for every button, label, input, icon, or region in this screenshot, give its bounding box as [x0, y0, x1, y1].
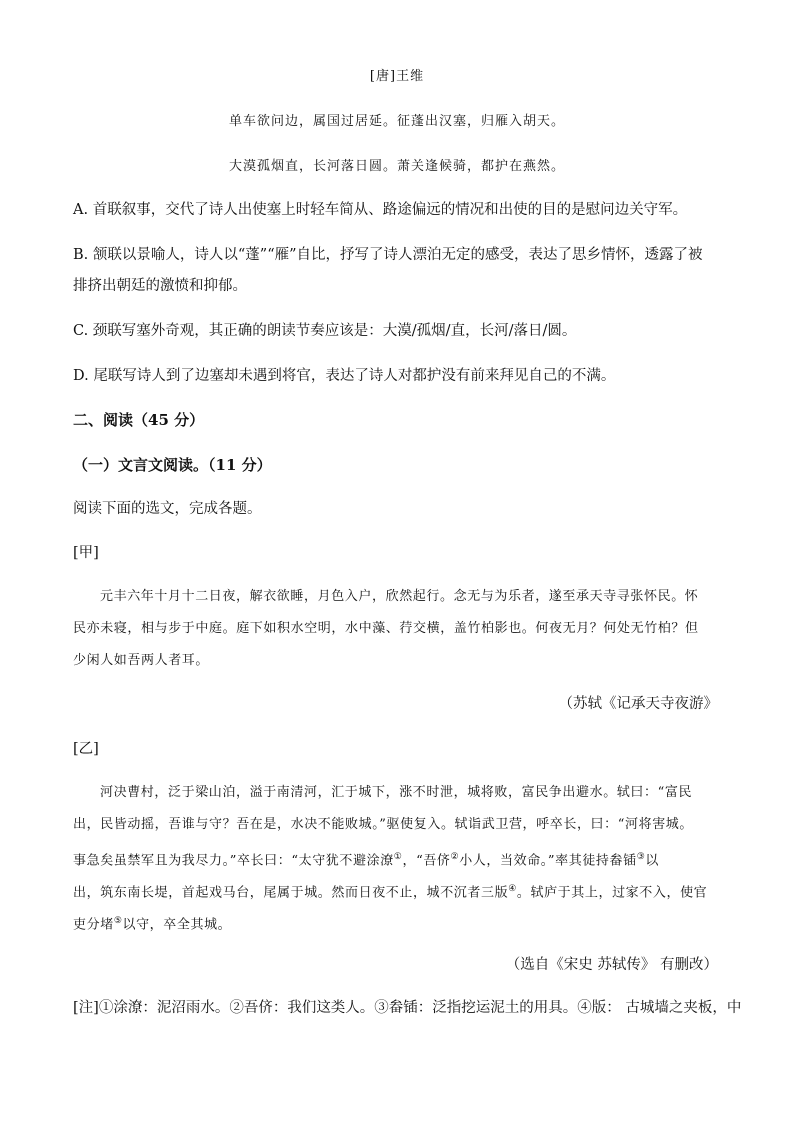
- option-d: D. 尾联写诗人到了边塞却未遇到将官，表达了诗人对都护没有前来拜见自己的不满。: [73, 368, 616, 384]
- passage-jia-label: [甲]: [73, 545, 99, 561]
- option-b-line-2: 排挤出朝廷的激愤和抑郁。: [73, 278, 247, 294]
- passage-yi-line-3-part-4: 以: [645, 853, 660, 869]
- poem-author: [唐]王维: [369, 69, 425, 84]
- poem-line-2: 大漠孤烟直，长河落日圆。萧关逢候骑，都护在燕然。: [228, 159, 565, 174]
- section-subtitle: （一）文言文阅读。（11 分）: [73, 456, 272, 474]
- footnotes: [注]①涂潦：泥沼雨水。②吾侪：我们这类人。③畚锸：泛指挖运泥土的用具。④版： 古城墙之夹板，中: [73, 1000, 742, 1016]
- footnote-marker-4: ④: [508, 884, 517, 894]
- passage-yi-line-2: 出，民皆动摇，吾谁与守？吾在是，水决不能败城。”驱使复入。轼诣武卫营，呼卒长，曰：“河将害城。: [73, 817, 693, 832]
- section-title: 二、阅读（45 分）: [73, 411, 205, 429]
- option-b-line-1: B. 颔联以景喻人，诗人以“蓬”“雁”自比，抒写了诗人漂泊无定的感受，表达了思乡情怀，透露了被: [73, 247, 703, 263]
- passage-yi-line-3-part-1: 事急矣虽禁军且为我尽力。”卒长曰：“太守犹不避涂潦: [73, 853, 394, 869]
- passage-yi-source: （选自《宋史 苏轼传》 有删改）: [505, 957, 718, 973]
- passage-yi-line-5-part-2: 以守，卒全其城。: [122, 917, 232, 933]
- passage-yi-line-5-part-1: 吏分堵: [73, 917, 114, 933]
- poem-line-1: 单车欲问边，属国过居延。征蓬出汉塞，归雁入胡天。: [228, 114, 565, 129]
- passage-jia-line-3: 少闲人如吾两人者耳。: [73, 653, 210, 668]
- instruction: 阅读下面的选文，完成各题。: [73, 501, 262, 517]
- footnote-marker-1: ①: [393, 852, 403, 862]
- option-c: C. 颈联写塞外奇观，其正确的朗读节奏应该是：大漠/孤烟/直，长河/落日/圆。: [73, 323, 577, 339]
- option-a: A. 首联叙事，交代了诗人出使塞上时轻车简从、路途偏远的情况和出使的目的是慰问边关守军。: [73, 202, 688, 218]
- passage-yi-line-3-part-3: 小人，当效命。”率其徒持畚锸: [459, 853, 637, 869]
- passage-jia-source: （苏轼《记承天寺夜游》: [558, 696, 718, 712]
- passage-yi-line-4-part-1: 出，筑东南长堤，首起戏马台，尾属于城。然而日夜不止，城不沉者三版: [73, 885, 509, 901]
- passage-yi-line-4: [73, 879, 707, 903]
- passage-yi-line-4-part-2: 。轼庐于其上，过家不入，使官: [516, 885, 708, 901]
- footnote-marker-5: ⑤: [113, 916, 123, 926]
- passage-yi-line-5: [73, 911, 231, 935]
- passage-jia-line-2: 民亦未寝，相与步于中庭。庭下如积水空明，水中藻、荇交横，盖竹柏影也。何夜无月？何处无竹柏？但: [73, 621, 699, 636]
- passage-yi-line-3-part-2: ，“吾侪: [402, 853, 451, 869]
- footnote-marker-3: ③: [636, 852, 646, 862]
- passage-yi-line-1: 河决曹村，泛于梁山泊，溢于南清河，汇于城下，涨不时泄，城将败，富民争出避水。轼曰：“富民: [100, 785, 693, 800]
- passage-yi-label: [乙]: [73, 741, 99, 757]
- passage-jia-line-1: 元丰六年十月十二日夜，解衣欲睡，月色入户，欣然起行。念无与为乐者，遂至承天寺寻张怀民。怀: [100, 589, 699, 604]
- footnote-marker-2: ②: [450, 852, 460, 862]
- passage-yi-line-3: [73, 847, 659, 871]
